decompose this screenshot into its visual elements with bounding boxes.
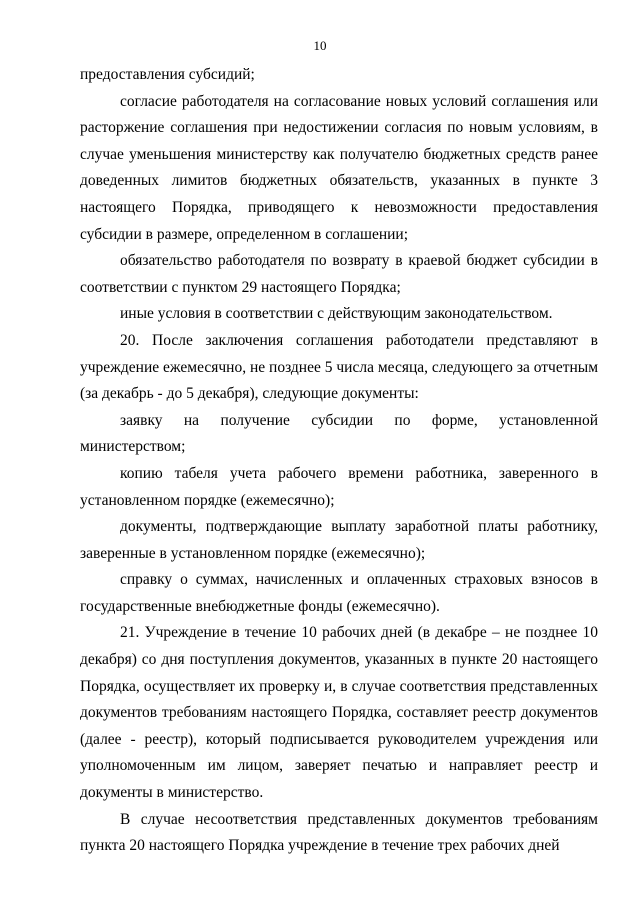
paragraph-6: заявку на получение субсидии по форме, установленной министерством; <box>80 411 598 456</box>
paragraph-3: обязательство работодателя по возврату в краевой бюджет субсидии в соответствии с пунктом 29 настоящего Порядка; <box>80 252 598 296</box>
paragraph-11: В случае несоответствия представленных документов требованиям пункта 20 настоящего Порядка учреждение в течение трех рабочих дней <box>80 810 598 855</box>
paragraph-5: 20. После заключения соглашения работодатели представляют в учреждение ежемесячно, не позднее 5 числа месяца, следующего за отчетным (за декабрь - до 5 декабря), следующие документы: <box>80 331 598 403</box>
page-number: 10 <box>313 38 327 53</box>
paragraph-10: 21. Учреждение в течение 10 рабочих дней (в декабре – не позднее 10 декабря) со дня поступления документов, указанных в пункте 20 настоящего Порядка, осуществляет их проверку и, в случае соответствия представленных документов требованиям настоящего Порядка, составляет реестр документов (далее - реестр), который подписывается руководителем учреждения или уполномоченным им лицом, заверяет печатью и направляет реестр и документы в министерство. <box>80 624 598 802</box>
paragraph-1: предоставления субсидий; <box>80 66 255 83</box>
document-body <box>80 62 598 860</box>
paragraph-9: справку о суммах, начисленных и оплаченных страховых взносов в государственные внебюджетные фонды (ежемесячно). <box>80 571 598 615</box>
paragraph-4: иные условия в соответствии с действующим законодательством. <box>120 305 553 323</box>
paragraph-2: согласие работодателя на согласование новых условий соглашения или расторжение соглашения при недостижении согласия по новым условиям, в случае уменьшения министерству как получателю бюджетных средств ранее доведенных лимитов бюджетных обязательств, указанных в пункте 3 настоящего Порядка, приводящего к невозможности предоставления субсидии в размере, определенном в соглашении; <box>80 92 598 243</box>
paragraph-7: копию табеля учета рабочего времени работника, заверенного в установленном порядке (ежемесячно); <box>80 464 598 509</box>
paragraph-8: документы, подтверждающие выплату заработной платы работнику, заверенные в установленном порядке (ежемесячно); <box>80 518 598 562</box>
